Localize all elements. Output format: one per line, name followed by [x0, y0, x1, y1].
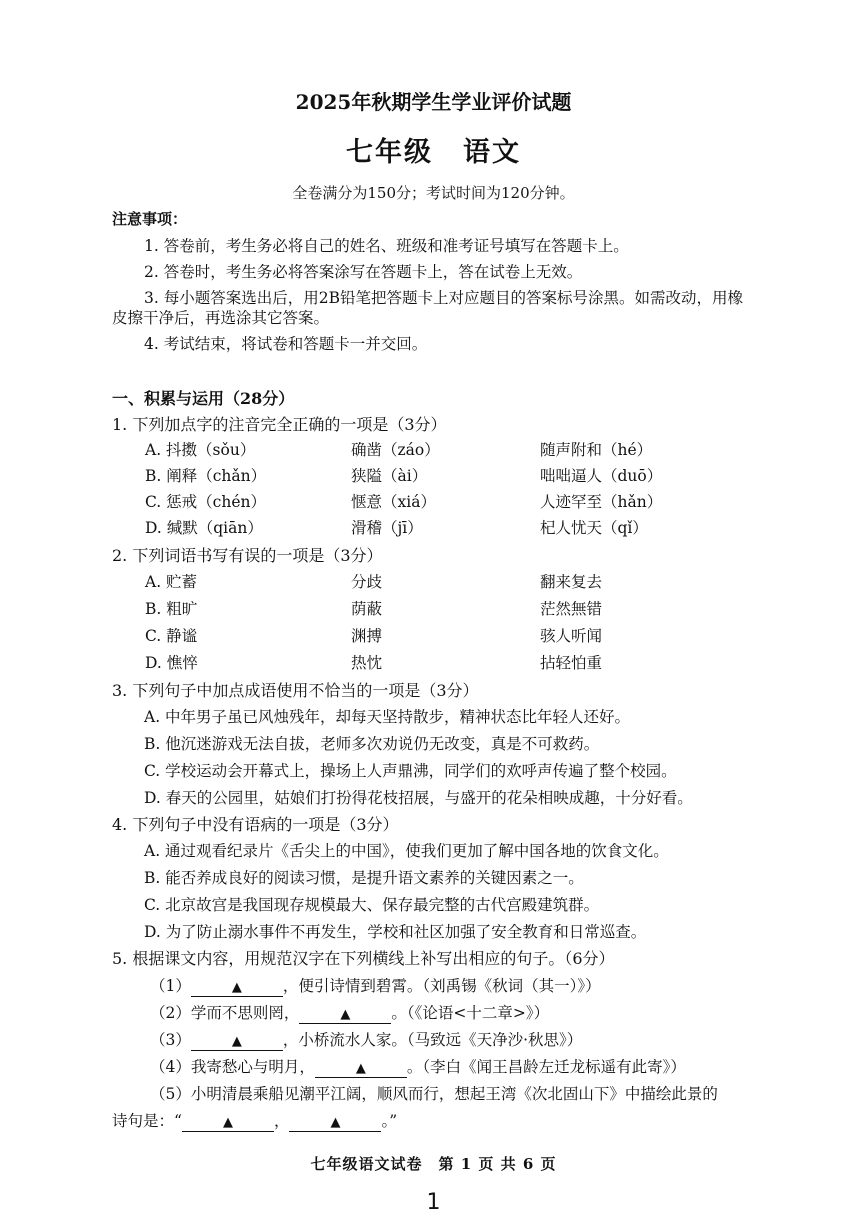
q1-option-c-2: 惬意（xiá） — [351, 493, 436, 511]
q2-option-b-1: B. 粗旷 — [145, 600, 198, 618]
question-2-stem: 2. 下列词语书写有误的一项是（3分） — [112, 546, 383, 565]
blank-marker: ▲ — [330, 1115, 341, 1130]
q2-option-d-1: D. 憔悴 — [145, 654, 198, 672]
q5-line-4-text-a: （4）我寄愁心与明月， — [150, 1058, 315, 1076]
q3-option-c: C. 学校运动会开幕式上，操场上人声鼎沸，同学们的欢呼声传遍了整个校园。 — [144, 762, 677, 780]
q1-option-b-2: 狭隘（ài） — [351, 467, 428, 485]
page-footer: 七年级语文试卷 第 1 页 共 6 页 — [310, 1155, 557, 1173]
notice-item: 1. 答卷前，考生务必将自己的姓名、班级和准考证号填写在答题卡上。 — [144, 237, 629, 255]
q2-option-c-3: 骇人听闻 — [540, 627, 603, 645]
subject-label: 语文 — [463, 137, 521, 168]
q5-line-6-sep: ， — [273, 1112, 290, 1130]
q2-option-d-3: 拈轻怕重 — [540, 654, 603, 672]
q5-line-1-num: （1） — [150, 977, 191, 995]
notice-item: 3. 每小题答案选出后，用2B铅笔把答题卡上对应题目的答案标号涂黑。如需改动，用橡 — [144, 289, 743, 307]
q1-option-c-3: 人迹罕至（hǎn） — [540, 493, 663, 511]
blank-marker: ▲ — [340, 1007, 351, 1022]
exam-info: 全卷满分为150分；考试时间为120分钟。 — [292, 184, 575, 202]
q4-option-a: A. 通过观看纪录片《舌尖上的中国》，使我们更加了解中国各地的饮食文化。 — [144, 842, 669, 860]
q4-option-b: B. 能否养成良好的阅读习惯，是提升语文素养的关键因素之一。 — [144, 869, 584, 887]
blank-marker: ▲ — [222, 1115, 233, 1130]
page-number: 1 — [426, 1190, 441, 1215]
q5-line-2 — [150, 1001, 549, 1024]
q5-line-3-text: ，小桥流水人家。（马致远《天净沙·秋思》） — [282, 1031, 583, 1049]
q5-line-1 — [150, 974, 601, 997]
blank-line[interactable] — [191, 978, 283, 997]
q5-line-4-text-b: 。（李白《闻王昌龄左迁龙标遥有此寄》） — [406, 1058, 686, 1076]
q3-option-b: B. 他沉迷游戏无法自拔，老师多次劝说仍无改变，真是不可救药。 — [144, 735, 600, 753]
q1-option-d-2: 滑稽（jī） — [351, 519, 423, 537]
blank-marker: ▲ — [355, 1061, 366, 1076]
q2-option-a-1: A. 贮蓄 — [145, 573, 198, 591]
q2-option-b-3: 茫然無错 — [540, 600, 603, 618]
q1-option-d-3: 杞人忧天（qǐ） — [540, 519, 648, 537]
blank-line[interactable] — [299, 1005, 391, 1024]
section-title: 一、积累与运用（28分） — [112, 389, 295, 408]
q2-option-a-3: 翻来复去 — [540, 573, 603, 591]
q2-option-c-2: 渊搏 — [351, 627, 383, 645]
blank-line[interactable] — [182, 1113, 274, 1132]
q5-line-3-num: （3） — [150, 1031, 191, 1049]
q3-option-d: D. 春天的公园里，姑娘们打扮得花枝招展，与盛开的花朵相映成趣，十分好看。 — [144, 789, 693, 807]
question-4-stem: 4. 下列句子中没有语病的一项是（3分） — [112, 815, 399, 834]
blank-line[interactable] — [191, 1032, 283, 1051]
q5-line-5: （5）小明清晨乘船见潮平江阔，顺风而行，想起王湾《次北固山下》中描绘此景的 — [150, 1085, 718, 1103]
question-5-stem: 5. 根据课文内容，用规范汉字在下列横线上补写出相应的句子。（6分） — [112, 949, 615, 968]
q4-option-d: D. 为了防止溺水事件不再发生，学校和社区加强了安全教育和日常巡查。 — [144, 923, 647, 941]
notice-item: 4. 考试结束，将试卷和答题卡一并交回。 — [144, 335, 428, 353]
blank-line[interactable] — [289, 1113, 381, 1132]
q5-line-2-text-b: 。（《论语<十二章>》） — [391, 1004, 550, 1022]
grade-subject — [0, 130, 867, 169]
q1-option-b-1: B. 阐释（chǎn） — [145, 467, 267, 485]
notice-item: 皮擦干净后，再选涂其它答案。 — [112, 309, 330, 327]
q5-line-6-text-b: 。” — [381, 1112, 398, 1130]
q1-option-a-1: A. 抖擞（sǒu） — [145, 441, 256, 459]
blank-marker: ▲ — [231, 980, 242, 995]
q1-option-b-3: 咄咄逼人（duō） — [540, 467, 663, 485]
q4-option-c: C. 北京故宫是我国现存规模最大、保存最完整的古代宫殿建筑群。 — [144, 896, 600, 914]
q2-option-c-1: C. 静谧 — [145, 627, 198, 645]
q5-line-3 — [150, 1028, 582, 1051]
blank-marker: ▲ — [231, 1034, 242, 1049]
q1-option-a-3: 随声附和（hé） — [540, 441, 653, 459]
question-1-stem: 1. 下列加点字的注音完全正确的一项是（3分） — [112, 415, 447, 434]
notice-title: 注意事项： — [112, 210, 188, 228]
q5-line-4 — [150, 1055, 686, 1078]
q1-option-a-2: 确凿（záo） — [351, 441, 440, 459]
q3-option-a: A. 中年男子虽已风烛残年，却每天坚持散步，精神状态比年轻人还好。 — [144, 708, 631, 726]
q5-line-2-text-a: （2）学而不思则罔， — [150, 1004, 300, 1022]
q1-option-c-1: C. 惩戒（chén） — [145, 493, 266, 511]
exam-title: 2025年秋期学生学业评价试题 — [295, 90, 572, 114]
q2-option-b-2: 荫蔽 — [351, 600, 383, 618]
q1-option-d-1: D. 缄默（qiān） — [145, 519, 263, 537]
blank-line[interactable] — [315, 1059, 407, 1078]
question-3-stem: 3. 下列句子中加点成语使用不恰当的一项是（3分） — [112, 681, 479, 700]
q2-option-d-2: 热忱 — [351, 654, 383, 672]
q5-line-6 — [112, 1109, 397, 1132]
notice-item: 2. 答卷时，考生务必将答案涂写在答题卡上，答在试卷上无效。 — [144, 263, 583, 281]
q5-line-6-text-a: 诗句是：“ — [112, 1112, 182, 1130]
grade-label: 七年级 — [346, 137, 433, 168]
q2-option-a-2: 分歧 — [351, 573, 383, 591]
q5-line-1-text: ，便引诗情到碧霄。（刘禹锡《秋词（其一）》） — [282, 977, 601, 995]
